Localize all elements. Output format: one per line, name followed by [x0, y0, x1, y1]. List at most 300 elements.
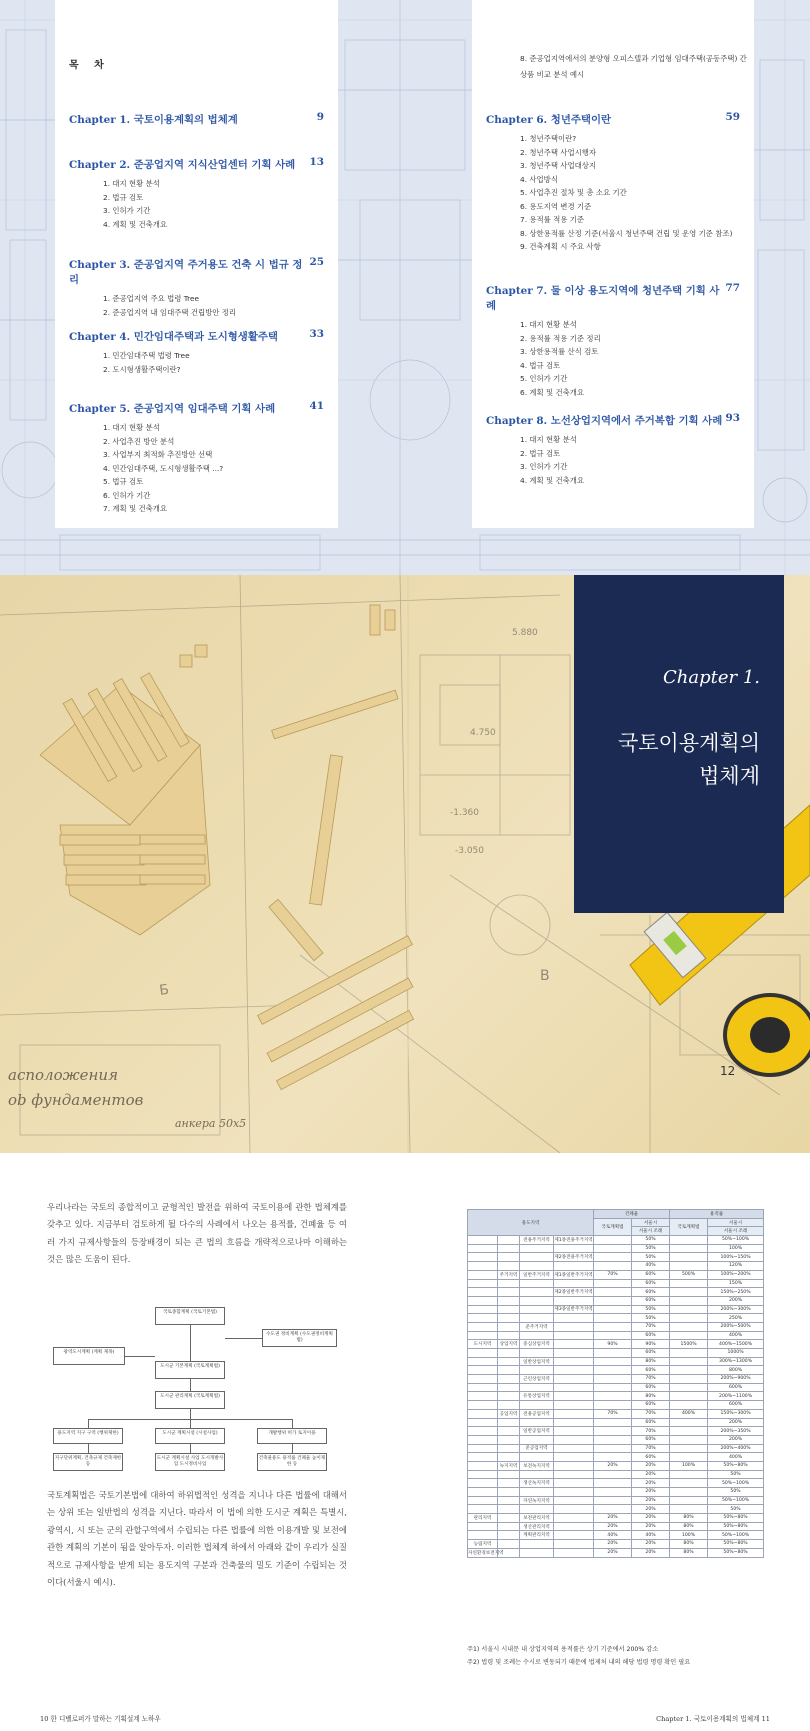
chapter-title: Chapter 5. 준공업지역 임대주택 기획 사례 [69, 403, 276, 415]
table-row [468, 1514, 764, 1523]
table-cell: 50% [632, 1236, 670, 1245]
toc-chapter-8[interactable] [486, 412, 740, 487]
chapter-title-box [574, 575, 784, 913]
table-row [468, 1479, 764, 1488]
table-cell [594, 1505, 632, 1514]
table-cell [520, 1296, 554, 1305]
table-cell [670, 1496, 708, 1505]
table-cell [554, 1514, 594, 1523]
table-cell [594, 1401, 632, 1410]
table-cell [520, 1314, 554, 1323]
list-item: 1. 민간임대주택 법령 Tree [103, 351, 190, 360]
table-cell: 보전녹지지역 [520, 1461, 554, 1470]
table-cell [468, 1531, 498, 1540]
table-cell: 60% [632, 1401, 670, 1410]
toc-chapter-1[interactable] [69, 111, 324, 126]
table-cell: 준공업지역 [520, 1444, 554, 1453]
table-cell: 250% [708, 1314, 764, 1323]
table-cell: 자연환경보전지역 [468, 1548, 498, 1557]
table-cell [498, 1253, 520, 1262]
table-row [468, 1279, 764, 1288]
svg-text:-1.360: -1.360 [450, 808, 480, 818]
svg-text:B: B [540, 968, 550, 984]
flow-connector [125, 1356, 155, 1357]
list-item: 9. 건축계획 시 주요 사항 [520, 242, 601, 251]
table-cell [498, 1349, 520, 1358]
table-cell: 20% [632, 1514, 670, 1523]
table-cell: 도시지역 [468, 1340, 498, 1349]
table-cell [498, 1322, 520, 1331]
chapter-body [0, 1153, 810, 1731]
table-cell [554, 1349, 594, 1358]
table-cell [594, 1314, 632, 1323]
table-cell [520, 1470, 554, 1479]
table-cell [520, 1279, 554, 1288]
svg-text:4.750: 4.750 [470, 728, 496, 738]
table-cell [670, 1253, 708, 1262]
chapter-page: 9 [316, 111, 324, 123]
table-cell: 80% [670, 1522, 708, 1531]
table-cell [554, 1470, 594, 1479]
table-cell: 60% [632, 1435, 670, 1444]
table-cell [594, 1279, 632, 1288]
table-cell [554, 1479, 594, 1488]
list-item: 3. 인허가 기간 [103, 206, 151, 215]
table-cell [554, 1279, 594, 1288]
chapter-page: 93 [725, 412, 740, 424]
table-cell: 계획관리지역 [520, 1531, 554, 1540]
list-item: 2. 용적률 적용 기준 정리 [520, 333, 601, 343]
table-cell: 녹지지역 [498, 1461, 520, 1470]
table-cell [498, 1435, 520, 1444]
toc-chapter-5[interactable] [69, 400, 324, 516]
list-item: 1. 대지 현황 분석 [520, 320, 577, 329]
table-cell: 40% [632, 1262, 670, 1271]
toc-continued-item: 8. 준공업지역에서의 분양형 오피스텔과 기업형 임대주택(공동주택) 간 상품 비교 분석 예시 [520, 54, 747, 79]
list-item: 1. 준공업지역 주요 법령 Tree [103, 294, 200, 303]
table-cell [554, 1522, 594, 1531]
table-cell [554, 1357, 594, 1366]
table-cell: 60% [632, 1270, 670, 1279]
table-cell [554, 1435, 594, 1444]
list-item: 4. 사업방식 [520, 174, 558, 184]
table-cell [670, 1288, 708, 1297]
chapter-page: 33 [309, 328, 324, 340]
table-cell [670, 1453, 708, 1462]
table-cell [468, 1296, 498, 1305]
table-cell [594, 1392, 632, 1401]
table-cell: 주거지역 [498, 1270, 520, 1279]
table-cell [520, 1331, 554, 1340]
table-cell: 50%~80% [708, 1514, 764, 1523]
flow-box-basic-plan: 도시군 기본계획 (국토계획법) [155, 1361, 225, 1379]
table-cell: 70% [632, 1427, 670, 1436]
table-cell [594, 1366, 632, 1375]
table-header-row [468, 1210, 764, 1219]
svg-text:асположения: асположения [8, 1066, 119, 1084]
table-cell: 20% [594, 1461, 632, 1470]
table-cell [554, 1548, 594, 1557]
table-cell [554, 1409, 594, 1418]
chapter-page: 41 [309, 400, 324, 412]
flow-box-development: 개발행위 허가 토지이용 [257, 1428, 327, 1444]
table-cell [498, 1305, 520, 1314]
table-cell [498, 1418, 520, 1427]
table-cell [498, 1453, 520, 1462]
table-cell: 20% [594, 1548, 632, 1557]
table-cell [498, 1392, 520, 1401]
table-cell [498, 1375, 520, 1384]
chapter-banner [0, 575, 810, 1153]
table-cell [594, 1479, 632, 1488]
table-cell [468, 1314, 498, 1323]
table-cell [670, 1470, 708, 1479]
chapter-name [580, 727, 760, 793]
flow-connector [88, 1419, 89, 1428]
chapter-title: Chapter 2. 준공업지역 지식산업센터 기획 사례 [69, 159, 296, 171]
table-cell: 500% [670, 1270, 708, 1279]
chapter-title: Chapter 3. 준공업지역 주거용도 건축 시 법규 정리 [69, 259, 303, 286]
table-row [468, 1331, 764, 1340]
table-row [468, 1392, 764, 1401]
table-cell [468, 1392, 498, 1401]
flow-box-capital: 수도권 정비계획 (수도권정비계획법) [262, 1329, 337, 1347]
table-header-seoul-ordinance: 서울시 조례 [632, 1227, 670, 1236]
table-of-contents-section [0, 0, 810, 575]
table-cell [520, 1366, 554, 1375]
list-item: 4. 법규 검토 [520, 360, 561, 370]
table-row [468, 1409, 764, 1418]
table-cell: 20% [632, 1522, 670, 1531]
law-paragraph: 국토계획법은 국토기본법에 대하여 하위법적인 성격을 지니나 다른 법률에 대해서는 상위 또는 일반법의 성격을 지닌다. 따라서 이 법에 의한 도시군 계획은 특별시, 광역시, 시 또는 군의 관할구역에서 수립되는 다른 법률에 의한 이용개발 및 보전에 관한 계획의 기본이 됨을 알아두자. 이러한 법체계 하에서 아래와 같이 우리가 실질적으로 규제사항을 받게 되는 용도지역 구분과 건축물의 밀도 기준이 수립되는 것이다(서울시 예시). [47, 1490, 347, 1588]
table-cell [468, 1427, 498, 1436]
table-cell [498, 1401, 520, 1410]
table-cell: 80% [632, 1392, 670, 1401]
table-cell [498, 1314, 520, 1323]
list-item: 3. 인허가 기간 [520, 462, 568, 471]
flow-box-building-regulation: 건축물용도 용적률 건폐율 높이제한 등 [257, 1453, 327, 1471]
flow-box-district-plan: 지구단위계획, 건축규제 건축제한 등 [53, 1453, 123, 1471]
table-cell: 200%~1100% [708, 1392, 764, 1401]
table-cell [670, 1401, 708, 1410]
table-cell: 20% [632, 1548, 670, 1557]
table-cell [554, 1505, 594, 1514]
table-header-law: 국토계획법 [594, 1218, 632, 1235]
table-cell [498, 1444, 520, 1453]
table-cell [670, 1505, 708, 1514]
law-hierarchy-diagram [47, 1293, 347, 1473]
table-cell [520, 1244, 554, 1253]
table-cell: 200%~900% [708, 1375, 764, 1384]
table-row [468, 1496, 764, 1505]
list-item: 6. 용도지역 변경 기준 [520, 201, 592, 211]
table-cell [520, 1383, 554, 1392]
table-cell [520, 1548, 554, 1557]
svg-text:-3.050: -3.050 [455, 846, 485, 856]
table-cell: 전용공업지역 [520, 1409, 554, 1418]
table-cell [520, 1288, 554, 1297]
list-item: 5. 인허가 기간 [520, 374, 568, 383]
table-cell: 60% [632, 1453, 670, 1462]
table-cell: 50% [708, 1505, 764, 1514]
table-cell [670, 1357, 708, 1366]
list-item: 2. 사업추진 방안 분석 [103, 436, 175, 446]
table-cell: 생산관리지역 [520, 1522, 554, 1531]
toc-heading: 목 차 [69, 60, 110, 71]
table-cell [468, 1435, 498, 1444]
table-row [468, 1383, 764, 1392]
table-header-bcr: 건폐율 [594, 1210, 670, 1219]
table-cell [594, 1331, 632, 1340]
table-cell [468, 1453, 498, 1462]
table-cell [520, 1262, 554, 1271]
flow-connector [88, 1444, 89, 1453]
chapter-name-line2: 법체계 [699, 764, 760, 788]
flow-box-regional: 광역도시계획 (계획 제목) [53, 1347, 125, 1365]
table-cell: 50% [708, 1488, 764, 1497]
table-cell: 200%~400% [708, 1444, 764, 1453]
table-cell: 생산녹지지역 [520, 1479, 554, 1488]
table-cell: 200% [708, 1418, 764, 1427]
table-cell [468, 1305, 498, 1314]
table-cell [670, 1322, 708, 1331]
table-cell [520, 1349, 554, 1358]
toc-chapter-4[interactable] [69, 328, 324, 376]
table-cell: 90% [594, 1340, 632, 1349]
table-cell: 20% [632, 1496, 670, 1505]
table-cell: 400% [670, 1409, 708, 1418]
table-cell [554, 1531, 594, 1540]
table-cell [554, 1366, 594, 1375]
table-cell [520, 1540, 554, 1549]
table-cell [468, 1349, 498, 1358]
list-item: 6. 인허가 기간 [103, 490, 151, 500]
list-item: 1. 대지 현황 분석 [520, 435, 577, 444]
toc-right-column [472, 0, 754, 528]
table-cell [554, 1331, 594, 1340]
table-cell: 40% [594, 1531, 632, 1540]
list-item: 2. 청년주택 사업시행자 [520, 147, 597, 157]
table-cell: 400% [708, 1453, 764, 1462]
table-cell [670, 1349, 708, 1358]
table-cell: 80% [670, 1548, 708, 1557]
table-cell [594, 1427, 632, 1436]
table-cell: 300%~1300% [708, 1357, 764, 1366]
table-cell [670, 1435, 708, 1444]
table-cell [670, 1331, 708, 1340]
chapter-page: 59 [725, 111, 740, 123]
table-cell [468, 1322, 498, 1331]
table-cell: 50%~100% [708, 1236, 764, 1245]
table-cell: 50%~80% [708, 1540, 764, 1549]
table-cell: 100% [670, 1531, 708, 1540]
table-cell [498, 1357, 520, 1366]
table-cell [498, 1331, 520, 1340]
table-cell [670, 1236, 708, 1245]
table-row [468, 1357, 764, 1366]
table-cell [498, 1383, 520, 1392]
table-cell [498, 1531, 520, 1540]
table-cell: 60% [632, 1366, 670, 1375]
table-cell: 70% [632, 1322, 670, 1331]
flow-connector [225, 1338, 262, 1339]
table-row [468, 1522, 764, 1531]
toc-chapter-6[interactable] [486, 111, 740, 254]
table-cell [468, 1331, 498, 1340]
table-cell [594, 1496, 632, 1505]
table-cell [468, 1253, 498, 1262]
table-cell: 60% [632, 1383, 670, 1392]
table-header-law: 국토계획법 [670, 1218, 708, 1235]
table-cell: 200%~300% [708, 1305, 764, 1314]
table-cell [670, 1418, 708, 1427]
table-cell: 200% [708, 1296, 764, 1305]
table-cell [594, 1296, 632, 1305]
flow-box-zoning: 용도지역 지구 구역 (행위제한) [53, 1428, 123, 1444]
toc-chapter-2[interactable] [69, 156, 324, 231]
list-item: 8. 상한용적률 산정 기준(서울시 청년주택 건립 및 운영 기준 참조) [520, 228, 733, 238]
table-cell [468, 1409, 498, 1418]
list-item: 1. 청년주택이란? [520, 134, 577, 143]
table-row [468, 1444, 764, 1453]
flow-connector [292, 1419, 293, 1428]
table-cell [594, 1305, 632, 1314]
table-cell: 준주거지역 [520, 1322, 554, 1331]
table-cell [520, 1253, 554, 1262]
table-row [468, 1314, 764, 1323]
footer-right: Chapter 1. 국토이용계획의 법체계 11 [656, 1715, 770, 1723]
table-cell [554, 1244, 594, 1253]
table-note: 주1) 서울시 시내문 내 상업지역의 용적률은 상기 기준에서 200% 감소 [467, 1646, 659, 1653]
table-cell [520, 1505, 554, 1514]
table-cell [554, 1496, 594, 1505]
table-cell [498, 1262, 520, 1271]
table-row [468, 1427, 764, 1436]
table-row [468, 1340, 764, 1349]
table-cell: 200%~500% [708, 1322, 764, 1331]
list-item: 2. 준공업지역 내 임대주택 건립방안 정리 [103, 307, 237, 317]
table-cell: 유통상업지역 [520, 1392, 554, 1401]
table-cell: 일반상업지역 [520, 1357, 554, 1366]
table-cell [468, 1401, 498, 1410]
table-cell [498, 1514, 520, 1523]
table-cell [468, 1461, 498, 1470]
table-cell [594, 1236, 632, 1245]
table-note: 주2) 법령 및 조례는 수시로 변동되기 때문에 법제처 내의 해당 법령 명령 확인 필요 [467, 1659, 691, 1666]
table-cell [468, 1262, 498, 1271]
table-row [468, 1253, 764, 1262]
table-row [468, 1349, 764, 1358]
svg-text:5.880: 5.880 [512, 628, 538, 638]
table-cell: 20% [632, 1461, 670, 1470]
table-cell [670, 1296, 708, 1305]
table-row [468, 1296, 764, 1305]
table-row [468, 1288, 764, 1297]
flow-connector [190, 1325, 191, 1361]
table-cell [554, 1461, 594, 1470]
chapter-label: Chapter 1. [662, 667, 760, 688]
table-cell [670, 1375, 708, 1384]
table-cell [670, 1279, 708, 1288]
toc-chapter-7[interactable] [486, 282, 740, 399]
table-cell: 50%~80% [708, 1548, 764, 1557]
chapter-title: Chapter 1. 국토이용계획의 법체계 [69, 114, 238, 126]
table-cell [468, 1366, 498, 1375]
table-cell [594, 1470, 632, 1479]
table-cell: 90% [632, 1340, 670, 1349]
table-cell [594, 1444, 632, 1453]
chapter-page: 13 [309, 156, 324, 168]
table-cell [554, 1540, 594, 1549]
list-item: 5. 법규 검토 [103, 477, 144, 486]
table-cell [594, 1288, 632, 1297]
table-row [468, 1470, 764, 1479]
table-cell [594, 1349, 632, 1358]
table-row [468, 1548, 764, 1557]
flow-box-management-plan: 도시군 관리계획 (국토계획법) [155, 1391, 225, 1409]
list-item: 4. 계획 및 건축개요 [520, 475, 585, 485]
table-cell: 60% [632, 1331, 670, 1340]
table-cell: 제2종일반주거지역 [554, 1288, 594, 1297]
table-cell: 제2종전용주거지역 [554, 1253, 594, 1262]
table-cell: 공업지역 [498, 1409, 520, 1418]
list-item: 2. 법규 검토 [520, 448, 561, 458]
table-cell [554, 1427, 594, 1436]
table-cell [594, 1262, 632, 1271]
table-cell: 50%~100% [708, 1496, 764, 1505]
table-cell: 20% [632, 1505, 670, 1514]
table-cell [498, 1470, 520, 1479]
list-item: 4. 계획 및 건축개요 [103, 219, 168, 229]
table-cell: 150%~250% [708, 1288, 764, 1297]
chapter-name-line1: 국토이용계획의 [617, 731, 760, 755]
table-cell [594, 1383, 632, 1392]
table-cell: 800% [708, 1366, 764, 1375]
table-row [468, 1435, 764, 1444]
table-cell: 20% [594, 1522, 632, 1531]
table-cell: 400%~1500% [708, 1340, 764, 1349]
table-cell [670, 1305, 708, 1314]
table-cell [468, 1383, 498, 1392]
table-cell: 일반주거지역 [520, 1270, 554, 1279]
table-cell [498, 1279, 520, 1288]
svg-text:Б: Б [158, 981, 171, 999]
table-cell: 근린상업지역 [520, 1375, 554, 1384]
table-cell: 전용주거지역 [520, 1236, 554, 1245]
table-cell: 50% [632, 1305, 670, 1314]
table-cell [468, 1375, 498, 1384]
table-cell [498, 1288, 520, 1297]
toc-chapter-3[interactable] [69, 256, 324, 319]
table-cell: 400% [708, 1331, 764, 1340]
table-cell [498, 1236, 520, 1245]
table-cell: 상업지역 [498, 1340, 520, 1349]
table-row [468, 1453, 764, 1462]
table-cell: 20% [632, 1540, 670, 1549]
table-cell: 600% [708, 1383, 764, 1392]
table-cell [468, 1236, 498, 1245]
table-cell: 100%~150% [708, 1253, 764, 1262]
table-cell [498, 1479, 520, 1488]
table-cell [594, 1357, 632, 1366]
table-cell: 80% [670, 1514, 708, 1523]
chapter-title: Chapter 7. 둘 이상 용도지역에 청년주택 기획 사례 [486, 285, 720, 312]
table-header-seoul: 서울시 [708, 1218, 764, 1227]
table-cell [498, 1427, 520, 1436]
table-cell [670, 1244, 708, 1253]
table-header-far: 용적률 [670, 1210, 764, 1219]
chapter-title: Chapter 6. 청년주택이란 [486, 114, 612, 126]
